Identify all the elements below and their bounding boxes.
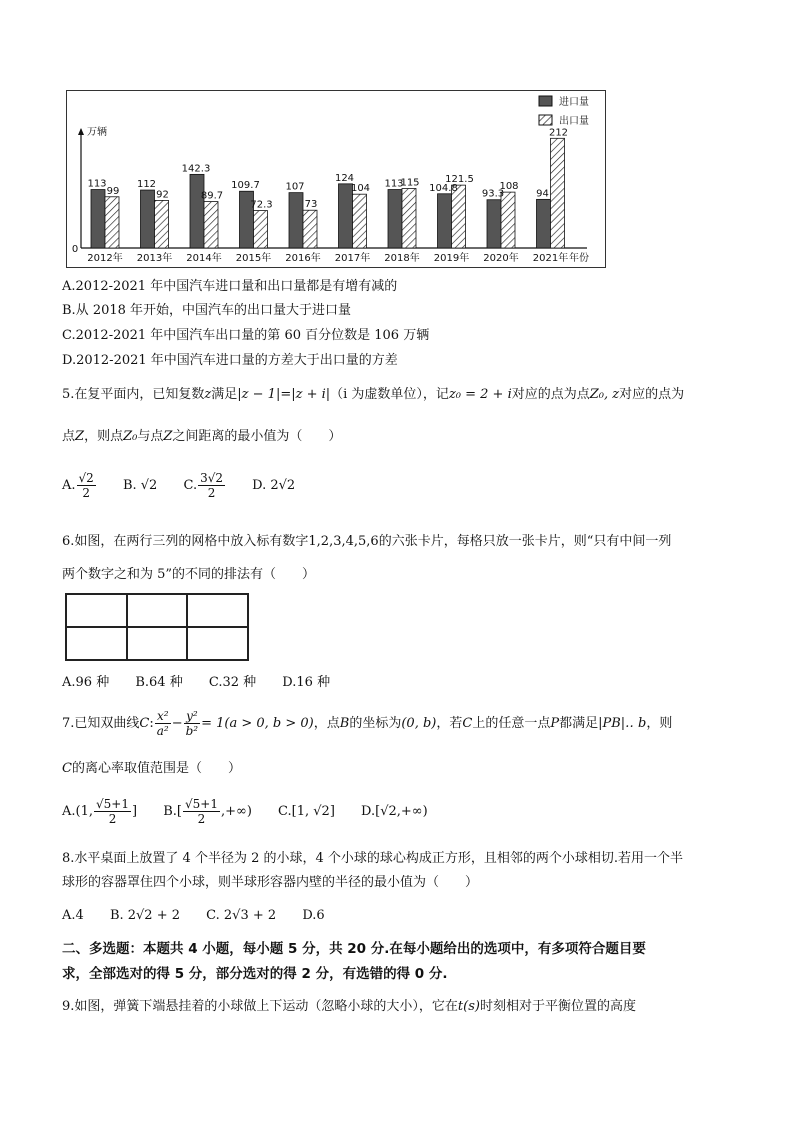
q7-option-b-frac [183,797,220,826]
q7-text: 7.已知双曲线 [62,716,140,731]
q7-text: 的坐标为 [349,716,402,731]
q6-numbers: 1,2,3,4,5,6 [308,534,379,549]
x-tick-label: 2013年 [136,253,173,264]
bar-export [155,200,169,248]
data-label-import: 94 [536,188,549,200]
q8-option-b: B. 2√2 + 2 [109,908,181,923]
data-label-export: 121.5 [445,174,474,186]
q5-equation: |z − 1|=|z + i| [237,387,331,402]
q5-option-c-label: C. [183,478,198,493]
x-tick-label: 2015年 [235,253,272,264]
x-tick-label: 2019年 [433,253,470,264]
frac-numerator: √2 [78,471,94,485]
q7-var-c: C [139,716,150,731]
data-label-export: 73 [304,199,318,211]
q7-frac-x [155,709,171,738]
data-label-import: 109.7 [231,180,260,192]
x-tick-label: 2014年 [186,253,222,264]
x-tick-label: 2018年 [384,253,420,264]
frac-denominator: 2 [207,486,216,500]
q7-option-d: D.[√2,+∞) [361,804,428,819]
frac-numerator: y² [184,709,201,724]
q5-text: 之间距离的最小值为（ ） [172,429,342,444]
grid-cell [66,594,127,627]
bracket: (1, [75,804,94,819]
data-label-export: 108 [499,181,519,193]
q5-option-b: B. √2 [122,478,158,493]
data-label-import: 93.3 [481,188,505,200]
q5-option-a [62,471,97,500]
q8-stem-line1: 8.水平桌面上放置了 4 个半径为 2 的小球，4 个小球的球心构成正方形，且相邻的两个小球相切.若用一个半 [62,851,684,866]
grid-cell [187,627,248,660]
q6-option-c: C.32 种 [208,675,257,690]
q7-stem-line2 [62,760,241,778]
grid-cell [66,627,127,660]
bar-import [91,190,105,248]
bar-import [190,174,204,248]
bar-import [438,194,452,248]
q8-option-c: C. 2√3 + 2 [206,908,277,923]
q5-point-z: Z [75,429,85,444]
frac-denominator: 2 [82,486,90,500]
legend-label-import: 进口量 [559,97,589,108]
q6-stem-line1 [62,533,671,551]
grid-cell [127,594,188,627]
bar-export [501,192,515,248]
data-label-export: 89.7 [200,190,224,202]
q5-z0: z₀ = 2 + i [448,387,512,402]
data-label-export: 212 [548,127,569,139]
frac-denominator: b² [185,724,199,738]
car-trade-bar-chart [66,90,606,268]
q9-time: t(s) [457,999,480,1014]
legend-swatch-export [539,115,552,125]
bar-import [537,199,551,248]
y-axis-arrow [78,128,84,135]
q7-point-b: B [339,716,350,731]
q5-text: ，则点 [84,429,124,444]
frac-numerator: 3√2 [200,471,224,485]
q5-text: 与点 [137,429,164,444]
x-tick-label: 2012年 [87,253,123,264]
frac-numerator: √5+1 [96,797,129,811]
q5-points: Z₀, z [589,387,620,402]
q5-point-z0: Z₀ [123,429,138,444]
q7-text: ，点 [313,716,340,731]
data-label-import: 113 [384,178,404,190]
q8-option-d: D.6 [302,908,325,923]
q8-option-a: A.4 [62,908,84,923]
bracket: ] [132,804,138,819]
q5-text: 5.在复平面内，已知复数 [62,387,205,402]
q7-text: ，则 [646,716,673,731]
q7-option-b [163,797,252,826]
q6-option-a: A.96 种 [62,675,110,690]
frac-denominator: a² [156,724,169,738]
q5-option-c [183,471,226,500]
bar-export [105,197,119,248]
bracket: [ [176,804,182,819]
q7-point-p: P [550,716,560,731]
frac-numerator: √5+1 [184,797,218,811]
q5-text: 对应的点为点 [511,387,590,402]
q6-text: 的六张卡片，每格只放一张卡片，则“只有中间一列 [378,534,672,549]
q4-option-a: A.2012-2021 年中国汽车进口量和出口量都是有增有减的 [62,279,398,294]
section2-heading-line2: 求，全部选对的得 5 分，部分选对的得 2 分，有选错的得 0 分. [62,966,448,982]
q6-text: 6.如图，在两行三列的网格中放入标有数字 [62,534,309,549]
legend-swatch-import [539,96,552,106]
q7-option-c: C.[1, √2] [278,804,335,819]
q5-option-c-frac [198,471,225,500]
q7-text: 都满足 [559,716,599,731]
q7-text: 上的任意一点 [472,716,551,731]
data-label-import: 124 [334,172,355,184]
legend-label-export: 出口量 [559,116,589,127]
data-label-import: 142.3 [181,163,211,175]
q5-option-d: D. 2√2 [252,478,296,493]
bar-export [551,138,565,248]
q5-options [62,470,317,502]
data-label-export: 92 [156,189,169,201]
q5-option-a-label: A. [62,478,76,493]
bar-export [402,189,416,249]
x-tick-label: 2021年 [532,253,569,264]
q5-stem-line1 [62,386,684,404]
q7-var-c: C [62,761,72,776]
frac-numerator: x² [155,709,171,724]
frac-denominator: 2 [197,812,206,826]
q9-stem-line1 [62,998,636,1016]
bar-export [204,202,218,248]
q4-option-b: B.从 2018 年开始，中国汽车的出口量大于进口量 [62,303,352,318]
q5-var-z: z [204,387,212,402]
data-label-import: 113 [87,178,107,190]
q7-stem-line1: 7.已知双曲线C: $\frac{\text{x²}}{\text{a²}}$ − $\frac{\text{y²}}{\text{b²}}$ = 1(a > 0, b > 0)，点B的坐标为(0, b)，若C上的任意一点P都满足|PB|‥ b，则 [62,709,673,738]
bar-import [487,200,501,248]
q7-coord: (0, b) [401,716,437,731]
data-label-import: 112 [136,179,157,191]
q7-option-a-label: A. [62,804,76,819]
frac-denominator: 2 [108,812,117,826]
q5-text: 满足 [211,387,238,402]
grid-cell [187,594,248,627]
q7-text: 的离心率取值范围是（ ） [71,761,241,776]
q8-stem-line2: 球形的容器罩住四个小球，则半球形容器内壁的半径的最小值为（ ） [62,875,479,890]
y-axis-label: 万辆 [87,127,107,138]
q7-inequality: |PB|‥ b [598,716,647,731]
bar-export [452,185,466,248]
q7-frac-y [184,709,201,738]
q6-grid-figure [65,593,249,661]
q6-options [62,674,352,692]
y-origin-label: 0 [71,244,79,255]
section2-heading-line1: 二、多选题：本题共 4 小题，每小题 5 分，共 20 分.在每小题给出的选项中，有多项符合题目要 [62,941,646,957]
q8-options [62,907,347,925]
grid-cell [127,627,188,660]
data-label-import: 104.8 [429,182,458,194]
q7-option-b-label: B. [163,804,177,819]
data-label-export: 72.3 [250,199,273,211]
bar-import [388,190,402,248]
bar-import [141,190,155,248]
q6-option-b: B.64 种 [135,675,183,690]
q7-option-a-frac [94,797,131,826]
q6-option-d: D.16 种 [282,675,331,690]
q6-stem-line2: 两个数字之和为 5”的不同的排法有（ ） [62,567,316,582]
q5-text: 对应的点为 [619,387,685,402]
q9-text: 时刻相对于平衡位置的高度 [479,999,636,1014]
bar-export [303,210,317,248]
x-tick-label: 2017年 [334,253,371,264]
bracket: ,+∞) [220,804,252,819]
q5-point-z: Z [163,429,173,444]
q7-condition: = 1(a > 0, b > 0) [201,716,314,731]
q5-stem-line2 [62,428,341,446]
x-axis-label: 年份 [569,253,589,264]
bar-export [353,194,367,248]
x-tick-label: 2016年 [285,253,321,264]
data-label-export: 115 [400,177,420,189]
q5-option-a-frac [77,471,96,500]
q7-options [62,795,450,829]
data-label-import: 107 [285,181,305,193]
bar-import [289,193,303,248]
q7-var-c: C [462,716,473,731]
q7-text: ，若 [436,716,463,731]
bar-export [254,211,268,248]
q4-option-c: C.2012-2021 年中国汽车出口量的第 60 百分位数是 106 万辆 [62,328,430,343]
q7-option-a [62,797,138,826]
q5-text: 点 [62,429,76,444]
data-label-export: 99 [106,185,120,197]
chart-svg [67,91,607,269]
q5-text: （i 为虚数单位），记 [330,387,449,402]
data-label-export: 104 [350,183,371,195]
x-tick-label: 2020年 [483,253,519,264]
q4-option-d: D.2012-2021 年中国汽车进口量的方差大于出口量的方差 [62,353,398,368]
q9-text: 9.如图，弹簧下端悬挂着的小球做上下运动（忽略小球的大小），它在 [62,999,458,1014]
